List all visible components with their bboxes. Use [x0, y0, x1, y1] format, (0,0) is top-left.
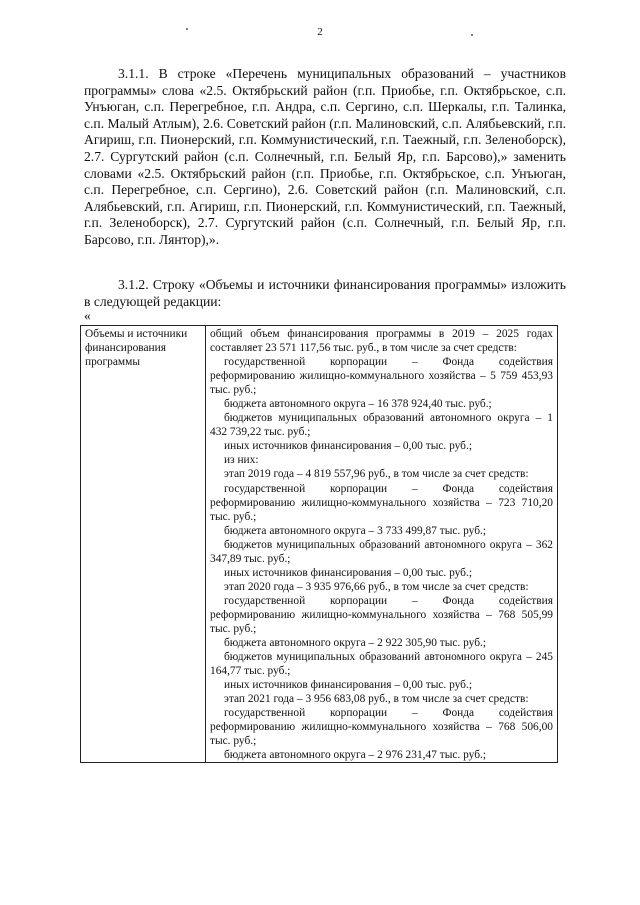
scan-speck-mark	[471, 34, 473, 36]
financing-line: этап 2020 года – 3 935 976,66 руб., в том числе за счет средств:	[224, 580, 529, 593]
financing-content-cell	[206, 326, 558, 763]
financing-line: государственной корпорации – Фонда содействия реформированию жилищно-коммунального хозяйства – 768 505,99 тыс. руб.;	[210, 594, 553, 635]
financing-line: общий объем финансирования программы в 2019 – 2025 годах составляет 23 571 117,56 тыс. руб., в том числе за счет средств:	[210, 328, 553, 355]
financing-line: государственной корпорации – Фонда содействия реформированию жилищно-коммунального хозяйства – 5 759 453,93 тыс. руб.;	[210, 356, 553, 397]
amendment-paragraph-3-1-2: 3.1.2. Строку «Объемы и источники финансирования программы» изложить в следующей редакции:	[84, 277, 566, 309]
financing-line: бюджетов муниципальных образований автономного округа – 1 432 739,22 тыс. руб.;	[210, 412, 553, 439]
financing-line: бюджетов муниципальных образований автономного округа – 245 164,77 тыс. руб.;	[210, 651, 553, 678]
table-row	[81, 326, 558, 763]
financing-line: государственной корпорации – Фонда содействия реформированию жилищно-коммунального хозяйства – 768 506,00 тыс. руб.;	[210, 707, 553, 748]
page-number: 2	[317, 26, 323, 38]
financing-line: бюджетов муниципальных образований автономного округа – 362 347,89 тыс. руб.;	[210, 538, 553, 565]
opening-quote-mark: «	[84, 308, 91, 323]
amendment-paragraph-3-1-1: 3.1.1. В строке «Перечень муниципальных образований – участников программы» слова «2.5. Октябрьский район (г.п. Приобье, г.п. Октябрьское, с.п. Унъюган, с.п. Перегребное, г.п. Андра, с.п. Сергино, с.п. Шеркалы, г.п. Талинка, с.п. Малый Атлым), 2.6. Советский район (г.п. Малиновский, с.п. Алябьевский, г.п. Агириш, г.п. Пионерский, г.п. Коммунистический, г.п. Таежный, г.п. Зеленоборск), 2.7. Сургутский район (с.п. Солнечный, г.п. Белый Яр, г.п. Барсово),» заменить словами «2.5. Октябрьский район (г.п. Приобье, г.п. Октябрьское, с.п. Унъюган, с.п. Перегребное, с.п. Сергино), 2.6. Советский район (г.п. Малиновский, с.п. Алябьевский, г.п. Агириш, г.п. Пионерский, г.п. Коммунистический, г.п. Таежный, г.п. Зеленоборск), 2.7. Сургутский район (с.п. Солнечный, г.п. Белый Яр, г.п. Барсово, г.п. Лянтор),».	[84, 66, 566, 247]
financing-line: иных источников финансирования – 0,00 тыс. руб.;	[224, 566, 472, 579]
financing-table	[80, 325, 558, 763]
financing-line: иных источников финансирования – 0,00 тыс. руб.;	[224, 440, 472, 453]
financing-line: бюджета автономного округа – 2 976 231,47 тыс. руб.;	[224, 749, 487, 762]
financing-line: иных источников финансирования – 0,00 тыс. руб.;	[224, 679, 472, 692]
financing-line: этап 2021 года – 3 956 683,08 руб., в том числе за счет средств:	[224, 693, 529, 706]
financing-line: этап 2019 года – 4 819 557,96 руб., в том числе за счет средств:	[224, 468, 529, 481]
scan-speck-mark	[186, 28, 188, 30]
financing-line: бюджета автономного округа – 16 378 924,40 тыс. руб.;	[224, 398, 492, 411]
financing-line: бюджета автономного округа – 3 733 499,87 тыс. руб.;	[224, 524, 487, 537]
financing-label-cell: Объемы и источники финансирования программы	[81, 326, 206, 763]
financing-line: бюджета автономного округа – 2 922 305,90 тыс. руб.;	[224, 637, 487, 650]
financing-line: государственной корпорации – Фонда содействия реформированию жилищно-коммунального хозяйства – 723 710,20 тыс. руб.;	[210, 482, 553, 523]
financing-line: из них:	[224, 454, 259, 467]
